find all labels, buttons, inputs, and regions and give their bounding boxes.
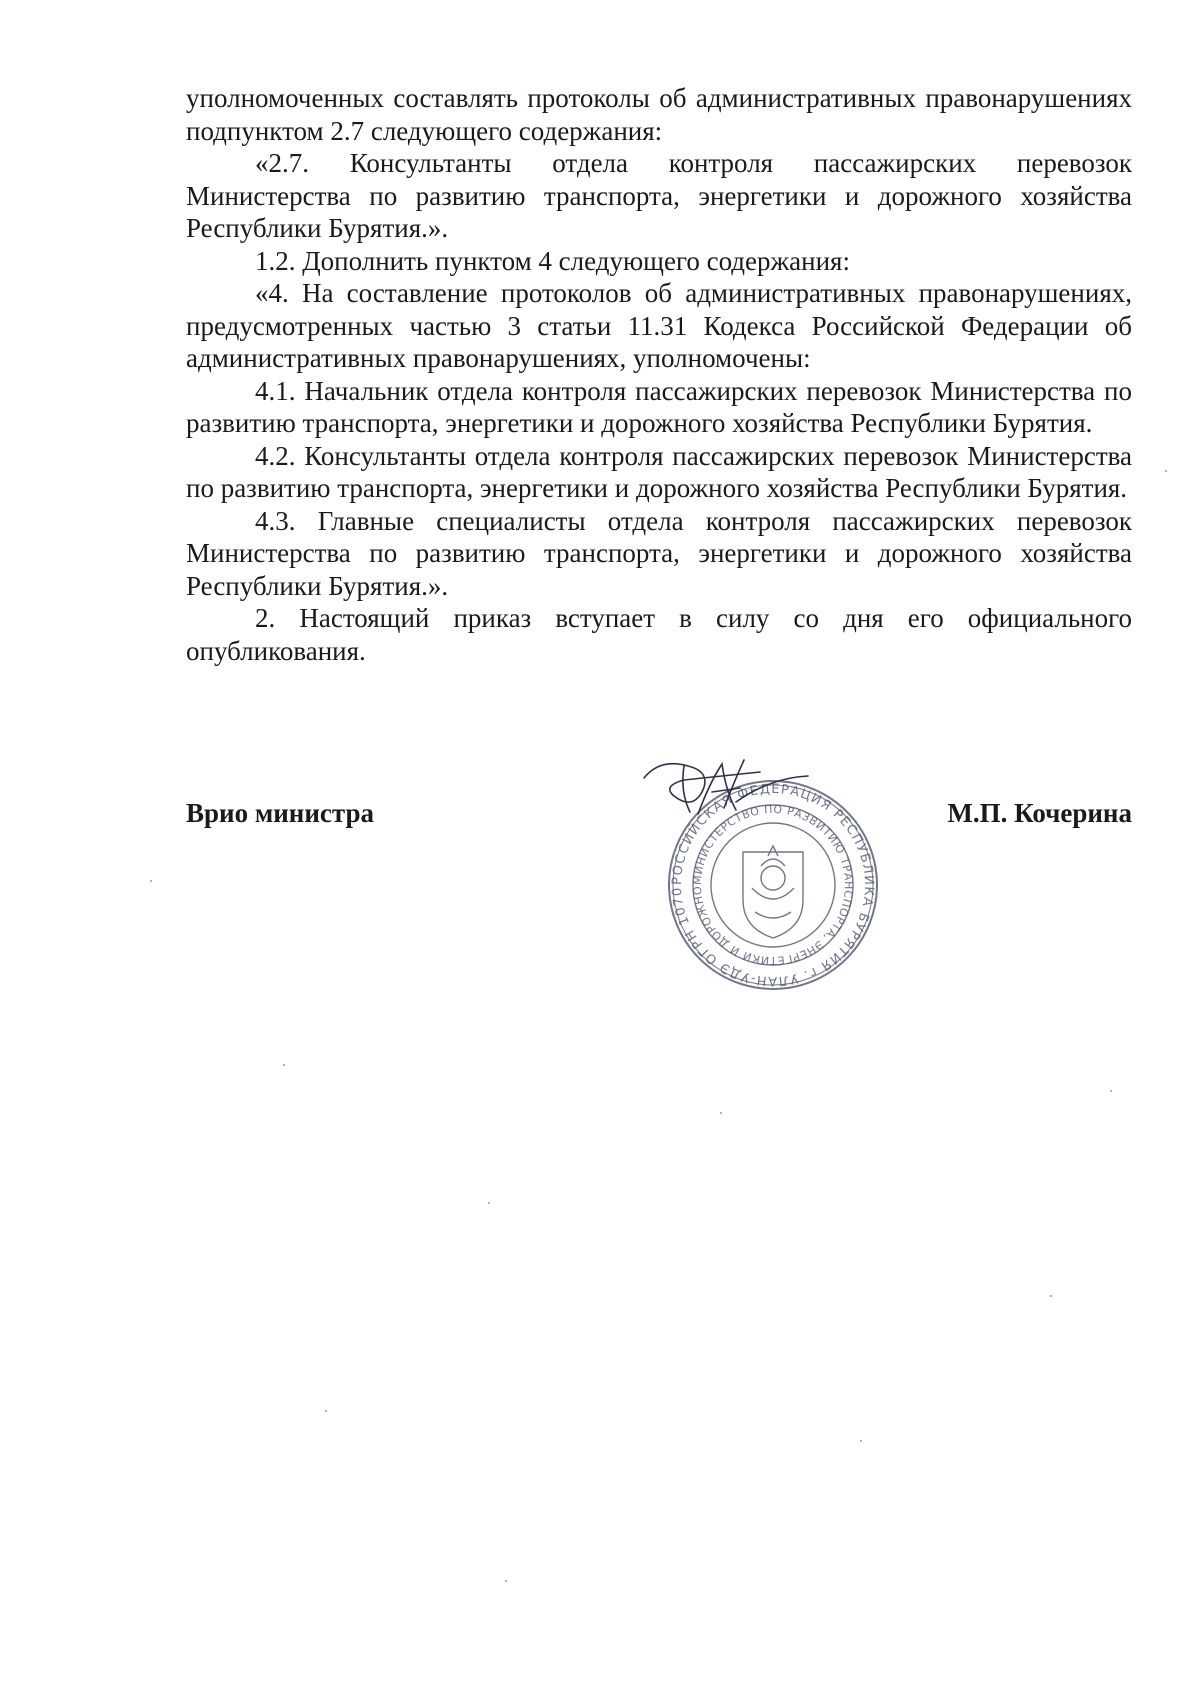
scan-speck — [488, 1202, 490, 1204]
coat-of-arms-icon — [743, 846, 803, 938]
paragraph-1: уполномоченных составлять протоколы об административных правонарушениях подпунктом 2.7 следующего содержания: — [186, 83, 1132, 146]
scan-speck — [720, 1112, 722, 1114]
signatory-name: М.П. Кочерина — [947, 798, 1132, 828]
scan-speck — [1110, 1090, 1112, 1092]
paragraph-7: 4.3. Главные специалисты отдела контроля пассажирских перевозок Министерства по развитию транспорта, энергетики и дорожного хозяйства Республики Бурятия.». — [186, 505, 1132, 601]
paragraph-5: 4.1. Начальник отдела контроля пассажирских перевозок Министерства по развитию транспорта, энергетики и дорожного хозяйства Республики Бурятия. — [186, 375, 1132, 438]
document-body — [186, 82, 1132, 667]
paragraph-8: 2. Настоящий приказ вступает в силу со дня его официального опубликования. — [186, 603, 1132, 666]
signatory-title: Врио министра — [186, 798, 374, 828]
seal-inner-text: МИНИСТЕРСТВО ПО РАЗВИТИЮ ТРАНСПОРТА, ЭНЕРГЕТИКИ И ДОРОЖНО — [690, 802, 856, 968]
scan-speck — [1165, 470, 1167, 472]
scan-speck — [325, 1410, 327, 1412]
scan-speck — [1050, 1295, 1052, 1297]
scan-speck — [283, 1064, 285, 1066]
scan-speck — [150, 880, 152, 882]
handwritten-signature-icon — [640, 752, 810, 842]
paragraph-6: 4.2. Консультанты отдела контроля пассажирских перевозок Министерства по развитию транспорта, энергетики и дорожного хозяйства Республики Бурятия. — [186, 440, 1132, 503]
seal-outer-text: РОССИЙСКАЯ ФЕДЕРАЦИЯ РЕСПУБЛИКА БУРЯТИЯ г. УЛАН-УДЭ ОГРН 1070 — [669, 781, 877, 989]
paragraph-4: «4. На составление протоколов об административных правонарушениях, предусмотренных частью 3 статьи 11.31 Кодекса Российской Федерации об административных правонарушениях, уполномочены: — [186, 278, 1132, 373]
paragraph-2: «2.7. Консультанты отдела контроля пассажирских перевозок Министерства по развитию транспорта, энергетики и дорожного хозяйства Республики Бурятия.». — [186, 148, 1132, 243]
scan-speck — [505, 1580, 507, 1582]
paragraph-3: 1.2. Дополнить пунктом 4 следующего содержания: — [255, 245, 850, 276]
scan-speck — [860, 1440, 862, 1442]
